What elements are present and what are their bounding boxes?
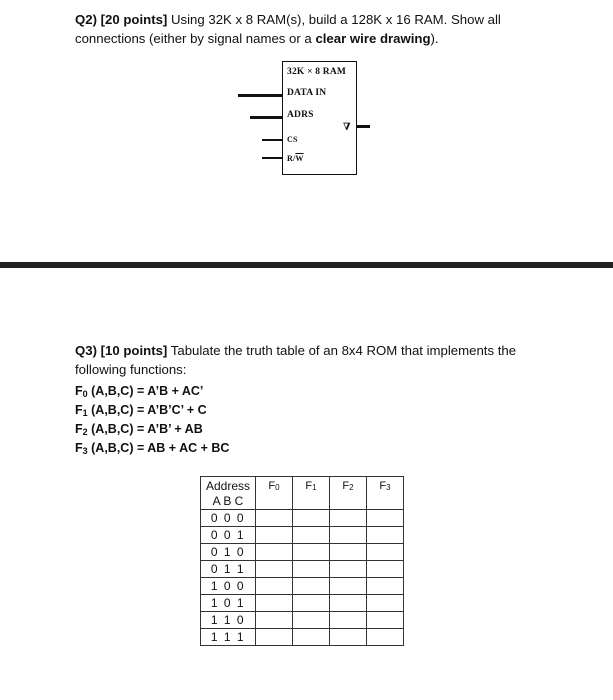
f0-cell[interactable]	[256, 578, 293, 595]
q2-text-line1	[75, 10, 501, 30]
table-row	[201, 544, 404, 561]
address-cell: 1 0 0	[201, 578, 256, 595]
address-header: Address A B C	[201, 477, 256, 510]
table-row	[201, 561, 404, 578]
address-cell: 0 0 1	[201, 527, 256, 544]
f2-header: $F_2$	[330, 477, 367, 510]
f1-cell[interactable]	[293, 595, 330, 612]
table-row	[201, 595, 404, 612]
q2-text: Using 32K x 8 RAM(s), build a 128K x 16 RAM. Show all	[171, 12, 501, 27]
f3-header: $F_3$	[367, 477, 404, 510]
q3-text: Tabulate the truth table of an 8x4 ROM that implements the	[170, 343, 517, 358]
function-f0: $F_0$ (A,B,C) = A’B + AC’	[75, 384, 204, 399]
f1-cell[interactable]	[293, 561, 330, 578]
table-row	[201, 510, 404, 527]
address-cell: 0 1 0	[201, 544, 256, 561]
function-f1: $F_1$ (A,B,C) = A’B’C’ + C	[75, 403, 207, 418]
ram-rw-label: $R/\overline{W}$	[287, 154, 304, 163]
address-cell: 1 1 0	[201, 612, 256, 629]
q3-label: Q3)	[75, 343, 97, 358]
q2-text-bold: clear wire drawing	[315, 31, 431, 46]
f0-cell[interactable]	[256, 561, 293, 578]
f2-cell[interactable]	[330, 578, 367, 595]
rw-wire	[262, 157, 282, 159]
f3-cell[interactable]	[367, 595, 404, 612]
f3-cell[interactable]	[367, 629, 404, 646]
ram-adrs-label: ADRS	[287, 110, 314, 120]
address-cell: 1 0 1	[201, 595, 256, 612]
q2-text-b: ).	[430, 31, 439, 46]
ram-title: 32K × 8 RAM	[287, 67, 347, 77]
f1-cell[interactable]	[293, 578, 330, 595]
f2-cell[interactable]	[330, 612, 367, 629]
f1-cell[interactable]	[293, 629, 330, 646]
ram-block-diagram	[282, 61, 357, 175]
f0-cell[interactable]	[256, 629, 293, 646]
f3-cell[interactable]	[367, 561, 404, 578]
f3-cell[interactable]	[367, 612, 404, 629]
f3-cell[interactable]	[367, 527, 404, 544]
q2-label: Q2)	[75, 12, 97, 27]
tristate-output-icon: ∇	[343, 122, 351, 133]
f1-cell[interactable]	[293, 544, 330, 561]
table-row	[201, 629, 404, 646]
f1-header: $F_1$	[293, 477, 330, 510]
f2-cell[interactable]	[330, 544, 367, 561]
address-cell: 0 0 0	[201, 510, 256, 527]
rom-truth-table	[200, 476, 404, 646]
ram-cs-label: CS	[287, 135, 298, 144]
f2-cell[interactable]	[330, 629, 367, 646]
table-row	[201, 527, 404, 544]
address-cell: 0 1 1	[201, 561, 256, 578]
q2-points: [20 points]	[100, 12, 168, 27]
data-out-bus-wire	[356, 125, 370, 128]
f1-cell[interactable]	[293, 527, 330, 544]
f0-cell[interactable]	[256, 527, 293, 544]
f0-cell[interactable]	[256, 544, 293, 561]
f3-cell[interactable]	[367, 578, 404, 595]
f0-cell[interactable]	[256, 510, 293, 527]
f3-cell[interactable]	[367, 544, 404, 561]
address-bus-wire	[250, 116, 282, 119]
table-row	[201, 578, 404, 595]
ram-data-in-label: DATA IN	[287, 88, 327, 98]
f0-cell[interactable]	[256, 595, 293, 612]
question-2-panel	[0, 0, 613, 262]
question-3-panel	[0, 268, 613, 700]
q3-text-line1	[75, 341, 516, 361]
f2-cell[interactable]	[330, 561, 367, 578]
f3-cell[interactable]	[367, 510, 404, 527]
function-f3: $F_3$ (A,B,C) = AB + AC + BC	[75, 441, 230, 456]
table-row	[201, 612, 404, 629]
q3-points: [10 points]	[100, 343, 168, 358]
cs-wire	[262, 139, 282, 141]
address-cell: 1 1 1	[201, 629, 256, 646]
f0-cell[interactable]	[256, 612, 293, 629]
data-in-bus-wire	[238, 94, 282, 97]
q2-text-line2	[75, 29, 439, 49]
f1-cell[interactable]	[293, 510, 330, 527]
function-f2: $F_2$ (A,B,C) = A’B’ + AB	[75, 422, 203, 437]
q2-text-a: connections (either by signal names or a	[75, 31, 316, 46]
f2-cell[interactable]	[330, 595, 367, 612]
q3-text-line2: following functions:	[75, 362, 187, 377]
f0-header: $F_0$	[256, 477, 293, 510]
table-header-row	[201, 477, 404, 510]
f2-cell[interactable]	[330, 510, 367, 527]
f1-cell[interactable]	[293, 612, 330, 629]
f2-cell[interactable]	[330, 527, 367, 544]
